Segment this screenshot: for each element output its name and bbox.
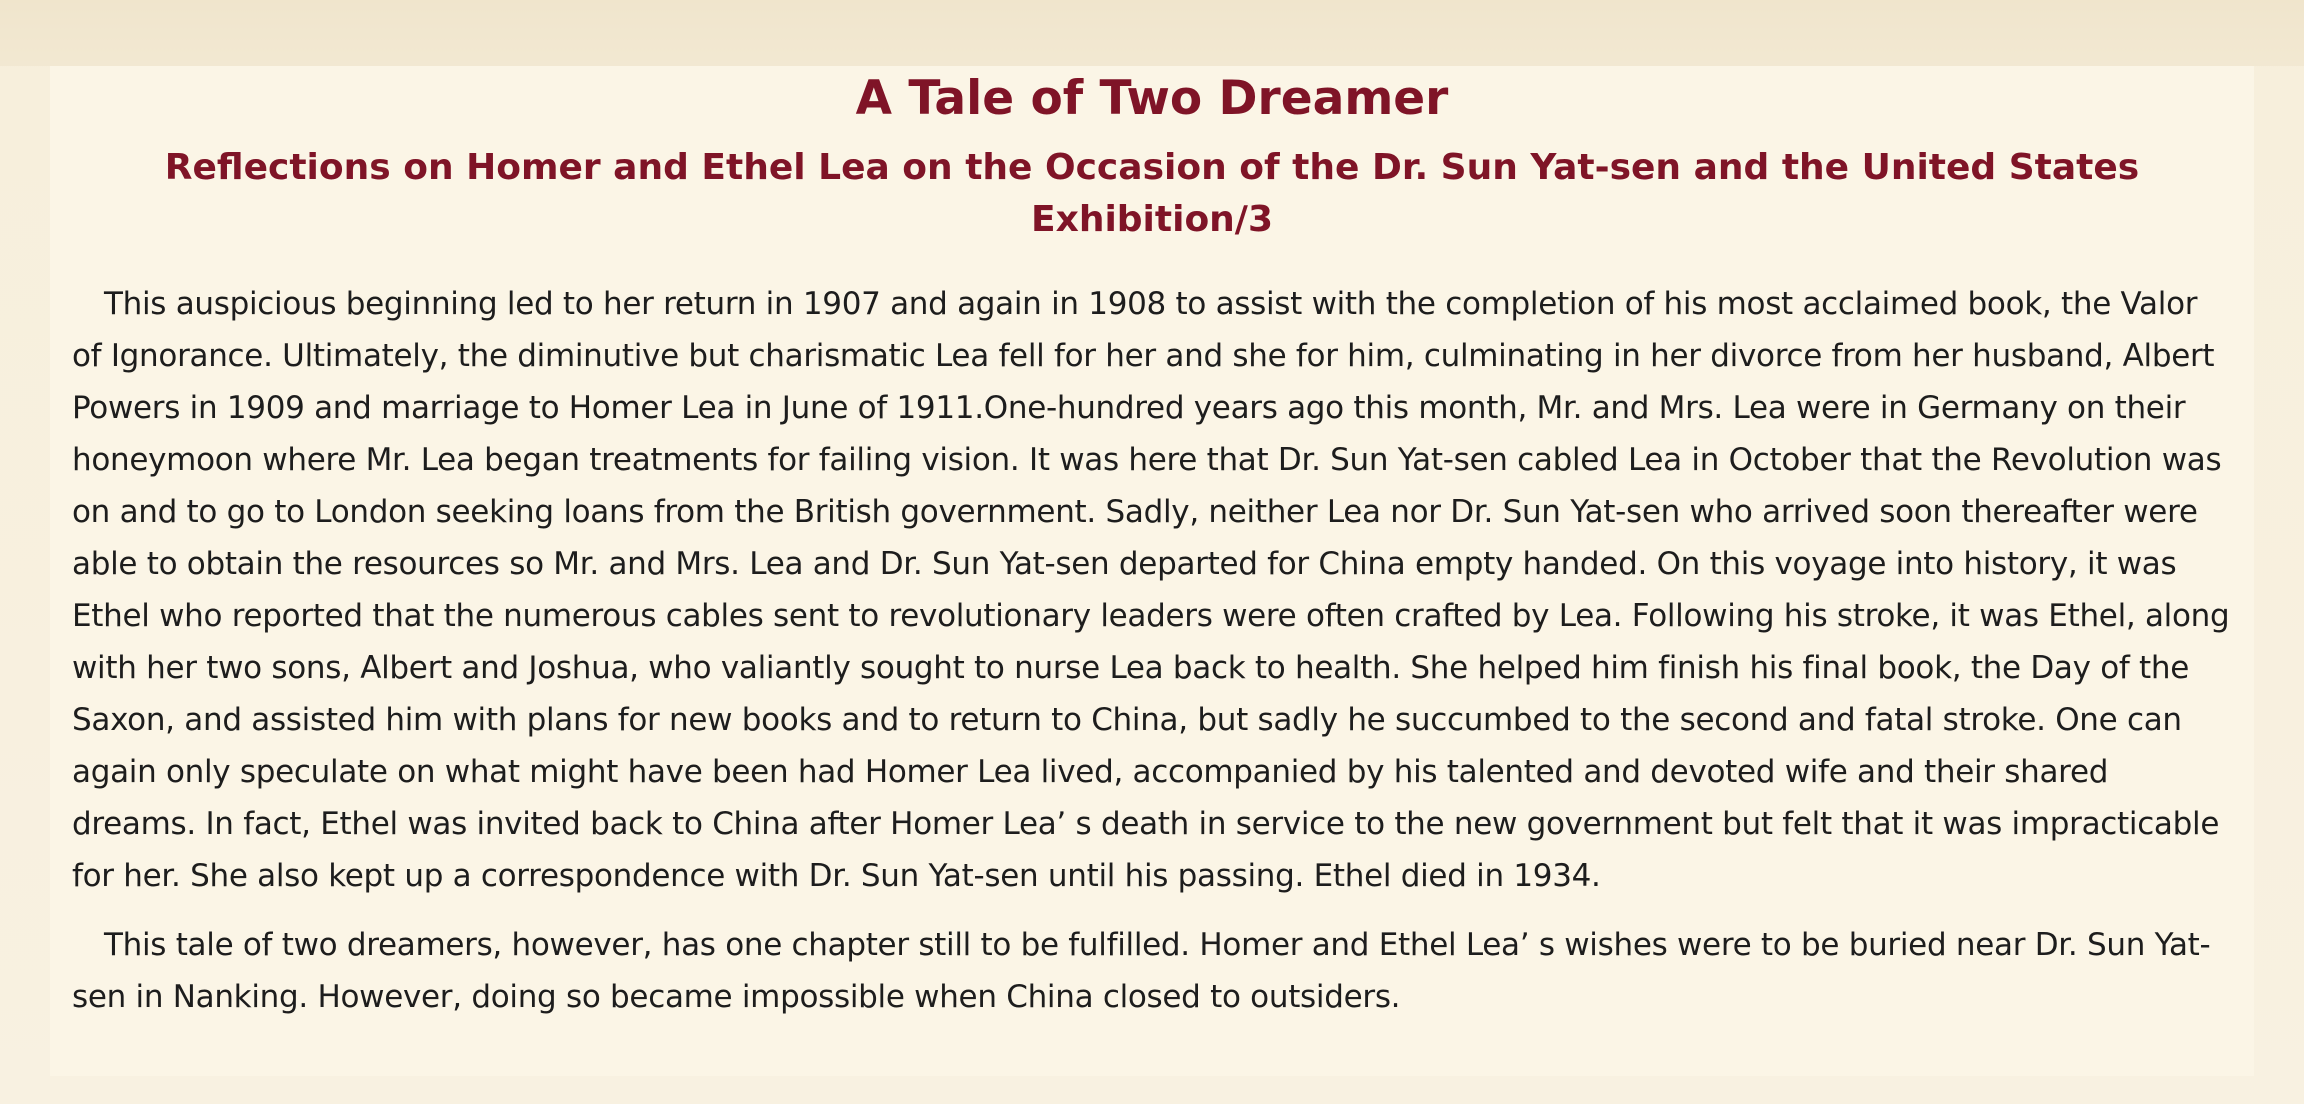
page-title: A Tale of Two Dreamer: [855, 71, 1449, 126]
article: [72, 66, 2232, 1023]
paragraph-1: This auspicious beginning led to her return in 1907 and again in 1908 to assist with the completion of his most acclaimed book, the Valor of Ignorance. Ultimately, the diminutive but charismatic Lea fell for her and she for him, culminating in her divorce from her husband, Albert Powers in 1909 and marriage to Homer Lea in June of 1911.One-hundred years ago this month, Mr. and Mrs. Lea were in Germany on their honeymoon where Mr. Lea began treatments for failing vision. It was here that Dr. Sun Yat-sen cabled Lea in October that the Revolution was on and to go to London seeking loans from the British government. Sadly, neither Lea nor Dr. Sun Yat-sen who arrived soon thereafter were able to obtain the resources so Mr. and Mrs. Lea and Dr. Sun Yat-sen departed for China empty handed. On this voyage into history, it was Ethel who reported that the numerous cables sent to revolutionary leaders were often crafted by Lea. Following his stroke, it was Ethel, along with her two sons, Albert and Joshua, who valiantly sought to nurse Lea back to health. She helped him finish his final book, the Day of the Saxon, and assisted him with plans for new books and to return to China, but sadly he succumbed to the second and fatal stroke. One can again only speculate on what might have been had Homer Lea lived, accompanied by his talented and devoted wife and their shared dreams. In fact, Ethel was invited back to China after Homer Lea’ s death in service to the new government but felt that it was impracticable for her. She also kept up a correspondence with Dr. Sun Yat-sen until his passing. Ethel died in 1934.: [72, 286, 2230, 894]
page-subtitle: Reflections on Homer and Ethel Lea on the Occasion of the Dr. Sun Yat-sen and the United States Exhibition/3: [164, 147, 2140, 240]
top-band: [0, 0, 2304, 66]
paragraph-2: This tale of two dreamers, however, has one chapter still to be fulfilled. Homer and Ethel Lea’ s wishes were to be buried near Dr. Sun Yat-sen in Nanking. However, doing so became impossible when China closed to outsiders.: [72, 927, 2211, 1015]
